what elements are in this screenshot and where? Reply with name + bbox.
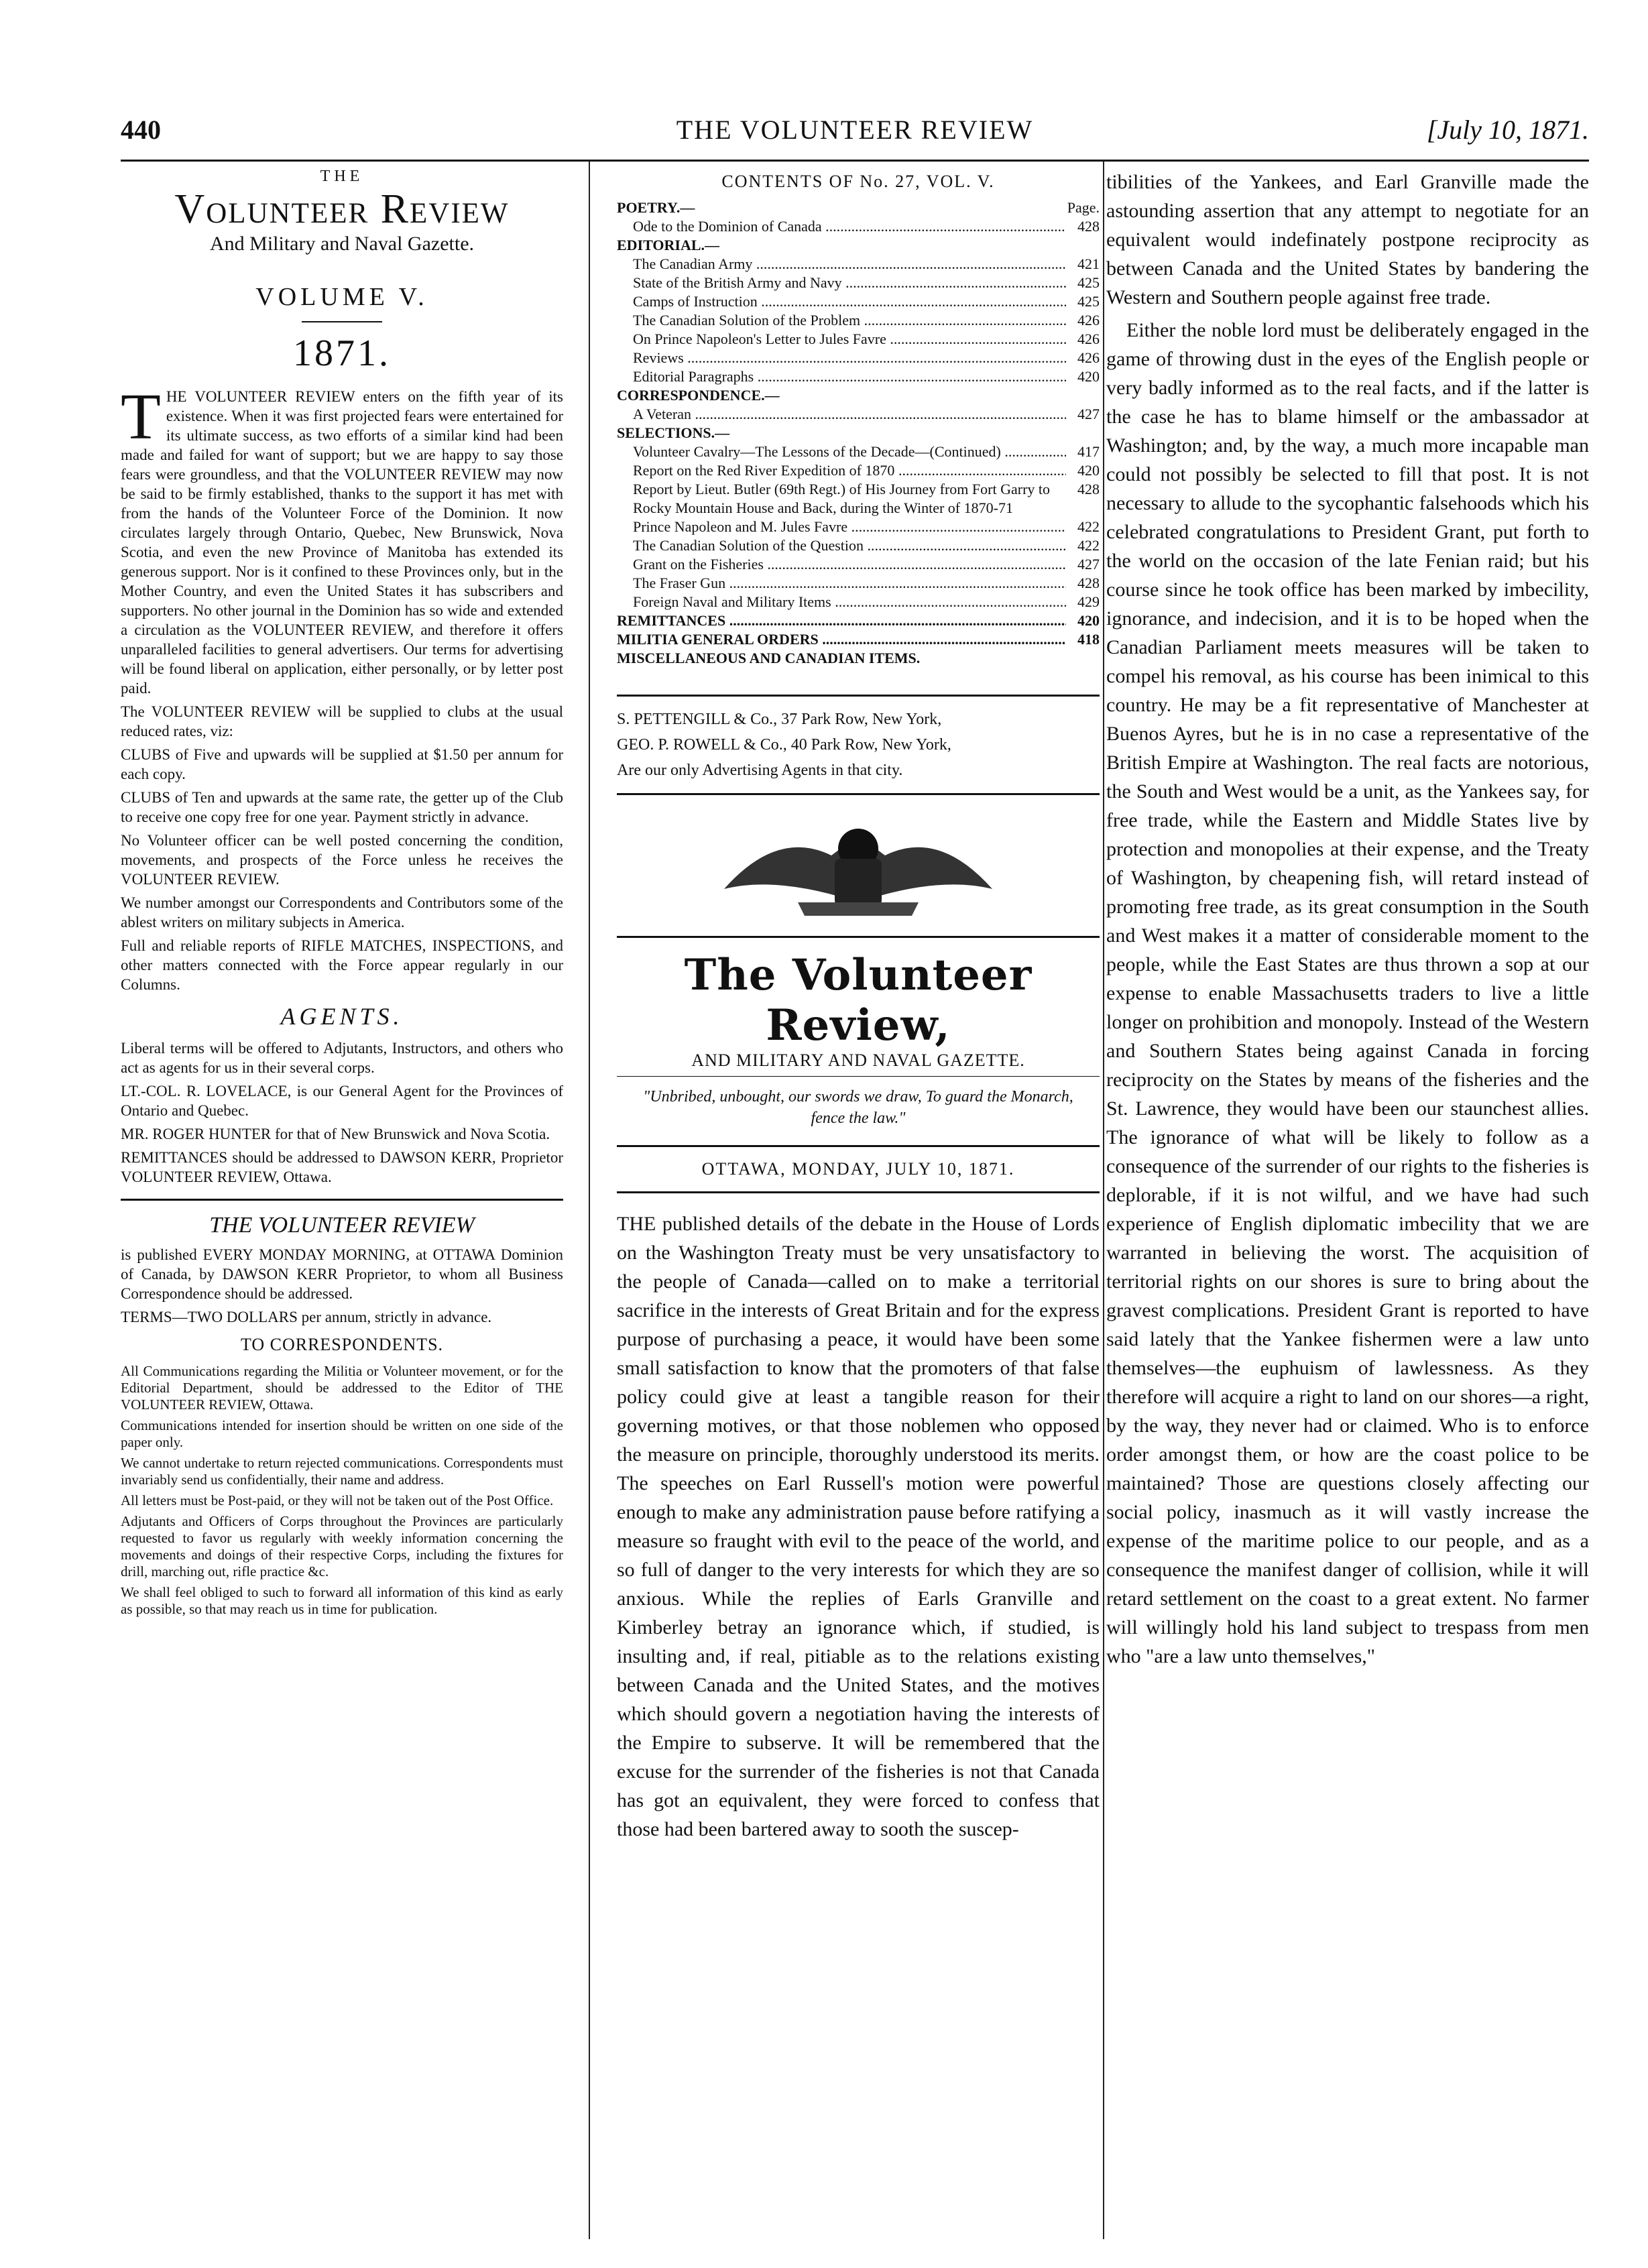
- paragraph: LT.-COL. R. LOVELACE, is our General Agent for the Provinces of Ontario and Quebec.: [121, 1083, 563, 1119]
- column-1: [121, 168, 563, 2232]
- paragraph: We cannot undertake to return rejected communications. Correspondents must invariably send us confidentially, their name and address.: [121, 1455, 563, 1488]
- masthead: Volunteer Review: [174, 186, 510, 232]
- running-title: THE VOLUNTEER REVIEW: [676, 115, 1034, 145]
- agency-line: Are our only Advertising Agents in that city.: [617, 762, 903, 779]
- toc-entry-militia: MILITIA GENERAL ORDERS ..... 418: [617, 630, 1100, 649]
- toc-entry: Volunteer Cavalry—The Lessons of the Decade—(Continued) ..... 417: [617, 442, 1100, 461]
- paragraph: tibilities of the Yankees, and Earl Granville made the astounding assertion that any attempt to negotiate for an equivalent would indefinately postpone reciprocity as between Canada and the United States by bandering the Western and Southern people against free trade.: [1106, 171, 1589, 308]
- the-label: THE: [320, 168, 364, 185]
- paragraph: Liberal terms will be offered to Adjutants, Instructors, and others who act as agents for us in their several corps.: [121, 1040, 563, 1076]
- toc-entry: Editorial Paragraphs ..... 420: [617, 367, 1100, 386]
- vr-block: [121, 1245, 563, 1327]
- short-rule: [302, 321, 382, 322]
- intro-paragraph: HE VOLUNTEER REVIEW enters on the fifth year of its existence. When it was first projected fears were entertained for its ultimate success, as two efforts of a similar kind had been made and failed for want of support; but we are happy to say those fears were groundless, and that the VOLUNTEER REVIEW may now be said to be firmly established, thanks to the support it has met with from the hands of the Volunteer Force of the Dominion. It now circulates largely through Ontario, Quebec, New Brunswick, Nova Scotia, and even the new Province of Manitoba has extended its generous support. Nor is it confined to these Provinces only, but in the Mother Country, and even the United States it has subscribers and supporters. No other journal in the Dominion has so wide and extended a circulation as the VOLUNTEER REVIEW, and therefore it offers unparalleled facilities to general advertisers. Our terms for advertising will be found liberal on application, either personally, or by letter post paid.: [121, 388, 563, 697]
- column-rule-2: [1103, 161, 1104, 2239]
- paragraph: No Volunteer officer can be well posted concerning the condition, movements, and prospects of the Force unless he receives the VOLUNTEER REVIEW.: [121, 832, 563, 888]
- intro-block: [121, 381, 563, 994]
- paragraph: Either the noble lord must be deliberately engaged in the game of throwing dust in the eyes of the English people or very badly informed as to the real facts, and if the latter is the case he has to blame himself or the ambassador at Washington; and, by the way, a much more incapable man could not possibly be selected to fill that post. It is not necessary to allude to the sycophantic falsehoods which his celebrated congratulations to President Grant, put forth to the world on the occasion of the late Fenian raid; but his course since he took office has been marked by imbecility, ignorance, and indecision, and it is to be hoped when the Canadian Parliament meets measures will be taken to compel his removal, as his course has been inimical to this country. He may be a fit representative of Manchester at Buenos Ayres, but he is in no case a representative of the British Empire at Washington. The real facts are notorious, the South and West would be a unit, as the Yankees say, for free trade, while the Eastern and Middle States live by protection and monopolies at their expense, and the Treaty of Washington, by cheapening fish, will retard instead of promoting free trade, as its great consumption in the South and West makes it a matter of considerable moment to the people, while the East States are thus thrown a sop at our expense to enable Massachusetts traders to live a little longer on prohibition and monopoly. Instead of the Western and Southern States being against Canada in forcing reciprocity on the States by means of the fisheries and the St. Lawrence, they would have been our staunchest allies. The ignorance of what will be likely to follow as a consequence of the surrender of our rights to the fisheries is deplorable, if it is not wilful, and we have had such experience of English diplomatic imbecility that we are warranted in believing the worst. The acquisition of territorial rights on our shores is sure to bring about the gravest complications. President Grant is reported to have said lately that the Yankee fishermen were a law unto themselves—the euphuism of lawlessness. As they therefore will acquire a right to land on our shores—a right, by the way, they never had or claimed. Who is to enforce order amongst them, or how are the coast police to be maintained? Those are questions closely affecting our social policy, inasmuch as it will vastly increase the expense of the maritime police to our people, and as a consequence the manifest danger of collision, while it will retard settlement on the coast to a great extent. No farmer will willingly hold his land subject to trespass from men who "are a law unto themselves,": [1106, 319, 1589, 1667]
- paper-title: The Volunteer Review,: [684, 950, 1033, 1051]
- toc-entry: Foreign Naval and Military Items ..... 429: [617, 593, 1100, 611]
- toc-entry: The Canadian Army ..... 421: [617, 255, 1100, 274]
- toc-entry-misc: MISCELLANEOUS AND CANADIAN ITEMS.: [617, 650, 921, 666]
- toc-entry: Ode to the Dominion of Canada ..... 428: [617, 217, 1100, 236]
- drop-cap: T: [121, 381, 161, 453]
- toc-entry: Camps of Instruction ..... 425: [617, 292, 1100, 311]
- toc-entry: The Canadian Solution of the Question ..... 422: [617, 536, 1100, 555]
- contents-heading: CONTENTS OF No. 27, VOL. V.: [721, 172, 995, 191]
- paper-subtitle: AND MILITARY AND NAVAL GAZETTE.: [691, 1051, 1025, 1070]
- paragraph: Full and reliable reports of RIFLE MATCHES, INSPECTIONS, and other matters connected with the Force appear regularly in our Columns.: [121, 937, 563, 993]
- section-rule: [617, 793, 1100, 795]
- article-continued: [1106, 168, 1589, 1671]
- article-start: THE published details of the debate in the House of Lords on the Washington Treaty must be very unsatisfactory to the people of Canada—called on to make a territorial sacrifice in the interests of Great Britain and for the express purpose of purchasing a peace, it would have been some small satisfaction to know that the promoters of that false policy could give at least a tangible reason for their governing motives, or that those noblemen who opposed the measure on principle, thoroughly understood its merits. The speeches on Earl Russell's motion were powerful enough to make any administration pause before ratifying a measure so fraught with evil to the peace of the world, and so full of danger to the very interests for which they are so anxious. While the replies of Earls Granville and Kimberley betray an ignorance which, if studied, is insulting and, if real, pitiable as to the relations existing between Canada and the United States, and the motives which should govern a negotiation having the interests of the Empire to subserve. It will be remembered that the excuse for the surrender of the fisheries is not that Canada has got an equivalent, they were forced to confess that those had been bartered away to sooth the suscep-: [617, 1213, 1100, 1840]
- paragraph: Communications intended for insertion should be written on one side of the paper only.: [121, 1417, 563, 1450]
- section-rule: [617, 1076, 1100, 1077]
- paragraph: is published EVERY MONDAY MORNING, at OTTAWA Dominion of Canada, by DAWSON KERR Proprietor, to whom all Business Correspondence should be addressed.: [121, 1246, 563, 1302]
- correspondents-heading: TO CORRESPONDENTS.: [240, 1335, 444, 1354]
- agents-block: [121, 1038, 563, 1187]
- paragraph: TERMS—TWO DOLLARS per annum, strictly in advance.: [121, 1309, 492, 1325]
- toc-entry: Report by Lieut. Butler (69th Regt.) of His Journey from Fort Garry to Rocky Mountain House and Back, during the Winter of 1870-71 428: [633, 481, 1100, 516]
- column-2: [617, 168, 1100, 2232]
- agency-line: GEO. P. ROWELL & Co., 40 Park Row, New York,: [617, 736, 951, 754]
- ad-agents-block: [617, 709, 1100, 781]
- table-of-contents: [617, 198, 1100, 668]
- toc-entry: The Fraser Gun ..... 428: [617, 574, 1100, 593]
- issue-date: [July 10, 1871.: [1426, 115, 1589, 145]
- toc-section-editorial: EDITORIAL.—: [617, 237, 720, 253]
- masthead-subtitle: And Military and Naval Gazette.: [209, 233, 475, 255]
- toc-entry: On Prince Napoleon's Letter to Jules Favre ..... 426: [617, 330, 1100, 349]
- section-rule: [617, 695, 1100, 697]
- agents-heading: AGENTS.: [280, 1003, 404, 1030]
- paragraph: MR. ROGER HUNTER for that of New Brunswick and Nova Scotia.: [121, 1126, 550, 1142]
- toc-entry: Report on the Red River Expedition of 1870 ..... 420: [617, 461, 1100, 480]
- paragraph: All letters must be Post-paid, or they will not be taken out of the Post Office.: [121, 1492, 554, 1508]
- toc-section-selections: SELECTIONS.—: [617, 424, 730, 441]
- dateline: OTTAWA, MONDAY, JULY 10, 1871.: [701, 1159, 1015, 1179]
- section-rule: [617, 1145, 1100, 1147]
- column-3: [1106, 168, 1589, 2232]
- correspondents-block: [121, 1363, 563, 1618]
- toc-page-label: Page.: [1067, 199, 1100, 216]
- paragraph: The VOLUNTEER REVIEW will be supplied to clubs at the usual reduced rates, viz:: [121, 703, 563, 739]
- paragraph: REMITTANCES should be addressed to DAWSON KERR, Proprietor VOLUNTEER REVIEW, Ottawa.: [121, 1149, 563, 1185]
- toc-entry: A Veteran ..... 427: [617, 405, 1100, 424]
- page-number: 440: [121, 115, 161, 145]
- toc-entry: The Canadian Solution of the Problem ..... 426: [617, 311, 1100, 330]
- toc-entry: Reviews ..... 426: [617, 349, 1100, 367]
- toc-section-correspondence: CORRESPONDENCE.—: [617, 387, 780, 404]
- year-label: 1871.: [293, 333, 391, 374]
- paragraph: We number amongst our Correspondents and Contributors some of the ablest writers on military subjects in America.: [121, 894, 563, 931]
- toc-entry: Grant on the Fisheries ..... 427: [617, 555, 1100, 574]
- toc-entry-remittances: REMITTANCES ..... 420: [617, 611, 1100, 630]
- column-rule-1: [589, 161, 590, 2239]
- vr-heading: THE VOLUNTEER REVIEW: [209, 1213, 475, 1238]
- volume-label: VOLUME V.: [255, 283, 428, 311]
- section-rule: [617, 1191, 1100, 1193]
- head-rule: [121, 160, 1589, 162]
- coat-of-arms-emblem: [697, 809, 1019, 922]
- paragraph: Adjutants and Officers of Corps throughout the Provinces are particularly requested to favor us regularly with weekly information concerning the movements and doings of their respective Corps, including the fixtures for drill, marching out, rifle practice &c.: [121, 1513, 563, 1579]
- toc-entry: State of the British Army and Navy ..... 425: [617, 274, 1100, 292]
- paragraph: We shall feel obliged to such to forward all information of this kind as early as possible, so that may reach us in time for publication.: [121, 1584, 563, 1617]
- paragraph: All Communications regarding the Militia or Volunteer movement, or for the Editorial Department, should be addressed to the Editor of THE VOLUNTEER REVIEW, Ottawa.: [121, 1363, 563, 1413]
- toc-entry: Prince Napoleon and M. Jules Favre ..... 422: [617, 518, 1100, 536]
- section-rule: [617, 936, 1100, 938]
- agency-line: S. PETTENGILL & Co., 37 Park Row, New York,: [617, 711, 942, 728]
- toc-section-poetry: POETRY.—: [617, 199, 695, 216]
- section-rule: [121, 1199, 563, 1201]
- paragraph: CLUBS of Ten and upwards at the same rate, the getter up of the Club to receive one copy free for one year. Payment strictly in advance.: [121, 789, 563, 825]
- motto: "Unbribed, unbought, our swords we draw, To guard the Monarch, fence the law.": [643, 1088, 1073, 1127]
- paragraph: CLUBS of Five and upwards will be supplied at $1.50 per annum for each copy.: [121, 746, 563, 782]
- running-head: [121, 114, 1589, 154]
